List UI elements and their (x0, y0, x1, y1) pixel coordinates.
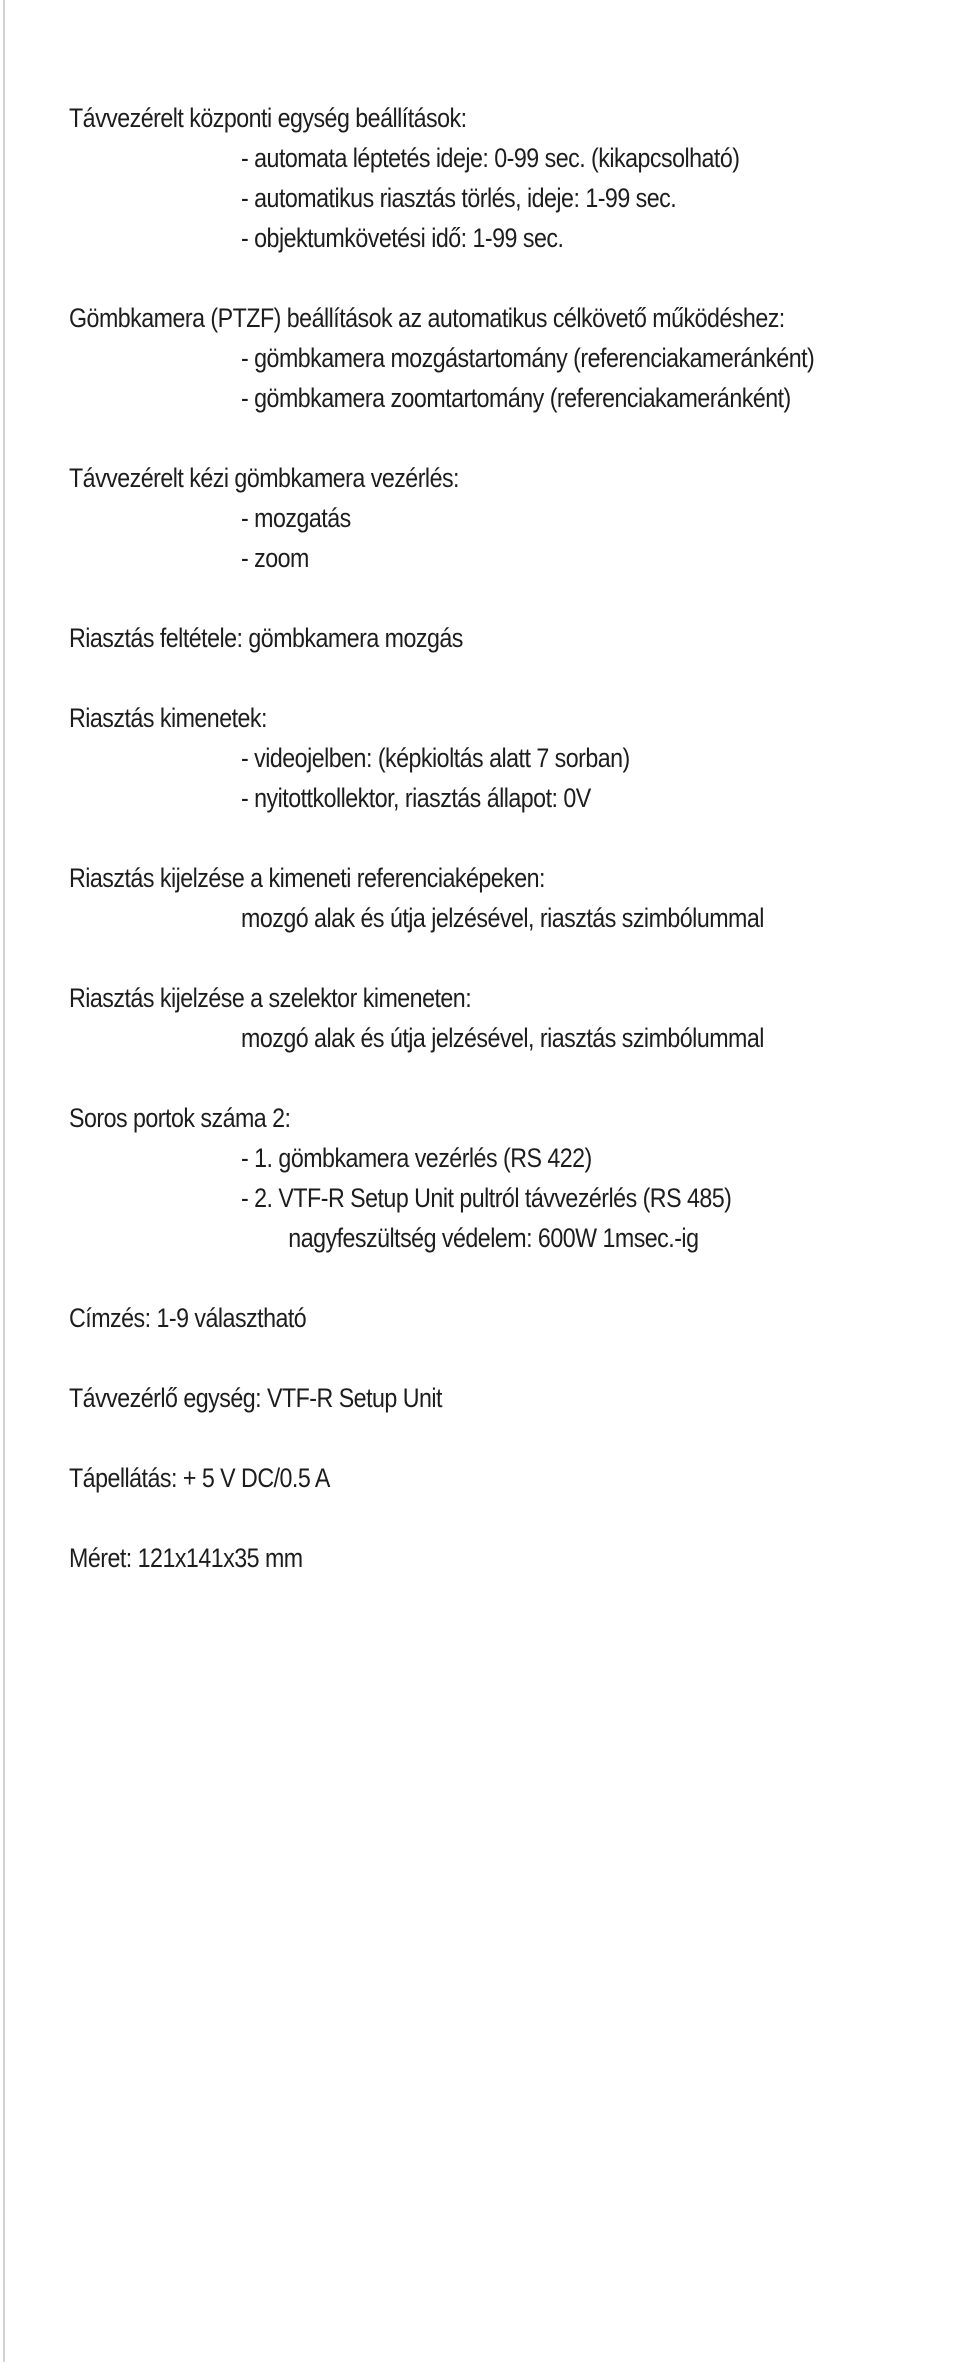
section-manual-control (69, 458, 830, 578)
section-serial-ports (69, 1098, 830, 1258)
section-heading: Riasztás feltétele: gömbkamera mozgás (69, 623, 463, 653)
spec-document (69, 98, 830, 1618)
section-heading: Távvezérelt kézi gömbkamera vezérlés: (69, 463, 459, 493)
section-remote-unit (69, 1378, 830, 1418)
section-heading: Távvezérlő egység: VTF-R Setup Unit (69, 1383, 442, 1413)
section-heading: Soros portok száma 2: (69, 1103, 291, 1133)
list-item: - 2. VTF-R Setup Unit pultról távvezérlés (RS 485) (241, 1183, 732, 1213)
section-heading: Riasztás kimenetek: (69, 703, 267, 733)
list-item: - zoom (241, 543, 309, 573)
section-heading: Riasztás kijelzése a szelektor kimeneten: (69, 983, 472, 1013)
section-heading: Címzés: 1-9 választható (69, 1303, 307, 1333)
section-addressing (69, 1298, 830, 1338)
section-alarm-condition (69, 618, 830, 658)
list-subitem: nagyfeszültség védelem: 600W 1msec.-ig (288, 1223, 699, 1253)
list-item: - nyitottkollektor, riasztás állapot: 0V (241, 783, 591, 813)
section-heading: Tápellátás: + 5 V DC/0.5 A (69, 1463, 330, 1493)
section-heading: Gömbkamera (PTZF) beállítások az automatikus célkövető működéshez: (69, 303, 785, 333)
list-item: - objektumkövetési idő: 1-99 sec. (241, 223, 564, 253)
section-dome-camera-settings (69, 298, 830, 418)
section-central-unit-settings (69, 98, 830, 258)
list-item: - gömbkamera mozgástartomány (referenciakameránként) (241, 343, 815, 373)
section-dimensions (69, 1538, 830, 1578)
section-alarm-display-selector (69, 978, 830, 1058)
section-alarm-display-reference (69, 858, 830, 938)
list-item: mozgó alak és útja jelzésével, riasztás szimbólummal (241, 1023, 764, 1053)
list-item: - mozgatás (241, 503, 351, 533)
section-alarm-outputs (69, 698, 830, 818)
section-heading: Távvezérelt központi egység beállítások: (69, 103, 467, 133)
list-item: - automata léptetés ideje: 0-99 sec. (kikapcsolható) (241, 143, 740, 173)
list-item: - automatikus riasztás törlés, ideje: 1-99 sec. (241, 183, 677, 213)
list-item: - gömbkamera zoomtartomány (referenciakameránként) (241, 383, 791, 413)
page-left-border (3, 0, 5, 2362)
section-heading: Riasztás kijelzése a kimeneti referenciaképeken: (69, 863, 545, 893)
list-item: - videojelben: (képkioltás alatt 7 sorban) (241, 743, 630, 773)
section-heading: Méret: 121x141x35 mm (69, 1543, 303, 1573)
list-item: mozgó alak és útja jelzésével, riasztás szimbólummal (241, 903, 764, 933)
list-item: - 1. gömbkamera vezérlés (RS 422) (241, 1143, 592, 1173)
section-power-supply (69, 1458, 830, 1498)
